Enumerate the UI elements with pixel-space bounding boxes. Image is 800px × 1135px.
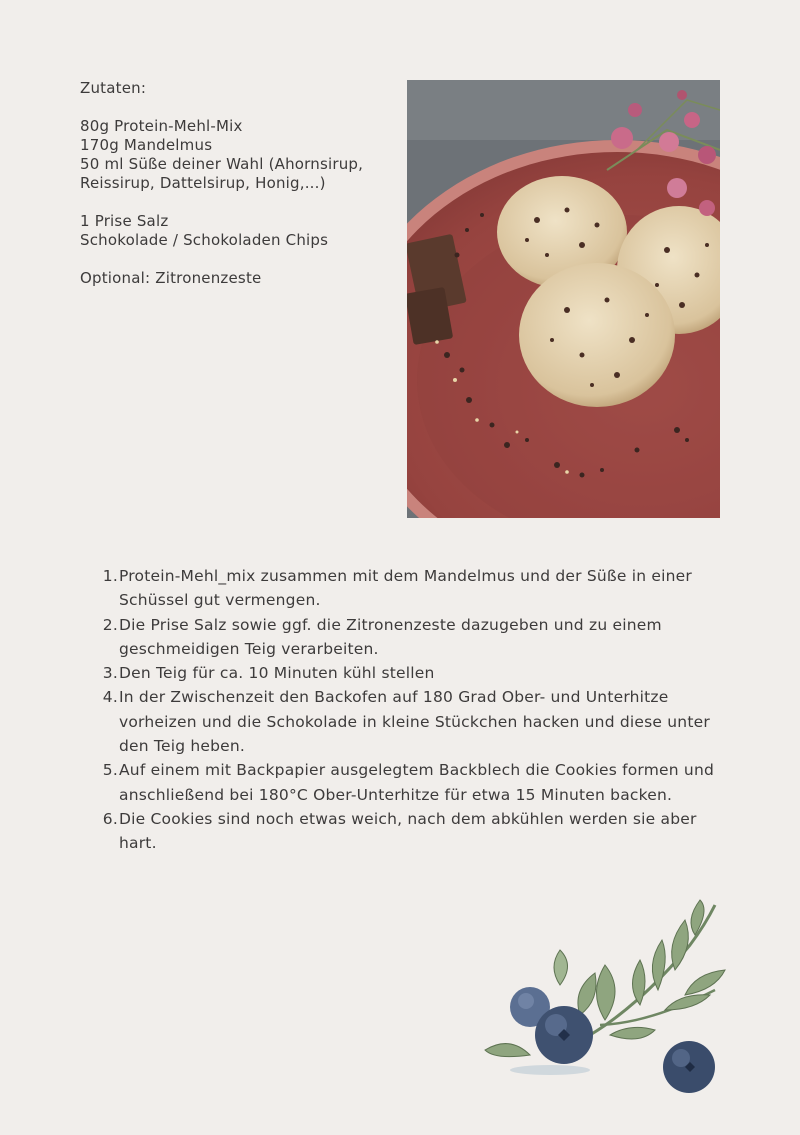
step-text: Auf einem mit Backpapier ausgelegtem Backblech die Cookies formen und anschließend bei 180°C Ober-Unterhitze für etwa 15 Minuten backen. [119, 761, 715, 804]
ingredient-line: Reissirup, Dattelsirup, Honig,...) [80, 174, 326, 192]
instruction-step [100, 758, 730, 807]
ingredient-line: 1 Prise Salz [80, 212, 169, 230]
step-number: 6. [102, 809, 118, 828]
ingredient-line [80, 250, 410, 269]
ingredients-heading: Zutaten: [80, 79, 147, 97]
instruction-step [100, 685, 730, 758]
blueberry-branch-icon [480, 895, 730, 1095]
ingredient-line: Schokolade / Schokoladen Chips [80, 231, 329, 249]
step-text: Die Prise Salz sowie ggf. die Zitronenzeste dazugeben und zu einem geschmeidigen Teig verarbeiten. [119, 615, 662, 658]
step-number: 3. [102, 664, 118, 683]
step-number: 1. [102, 567, 118, 585]
step-text: Die Cookies sind noch etwas weich, nach dem abkühlen werden sie aber hart. [119, 809, 697, 853]
ingredient-line: 50 ml Süße deiner Wahl (Ahornsirup, [80, 155, 364, 173]
ingredient-line: 170g Mandelmus [80, 136, 213, 154]
step-text: Protein-Mehl_mix zusammen mit dem Mandelmus und der Süße in einer Schüssel gut vermengen. [119, 567, 692, 610]
step-number: 2. [102, 615, 118, 634]
instructions-list [100, 564, 730, 856]
ingredient-line: Optional: Zitronenzeste [80, 269, 262, 287]
instruction-step [100, 613, 730, 662]
step-number: 4. [102, 688, 118, 707]
step-text: Den Teig für ca. 10 Minuten kühl stellen [119, 664, 435, 683]
step-text: In der Zwischenzeit den Backofen auf 180 Grad Ober- und Unterhitze vorheizen und die Schokolade in kleine Stückchen hacken und diese unter den Teig heben. [119, 688, 710, 756]
cookies-photo [407, 80, 720, 518]
cookies-photo-drawing [407, 80, 720, 518]
ingredients-section [80, 79, 410, 288]
instruction-step [100, 807, 730, 856]
instruction-step [100, 564, 730, 613]
step-number: 5. [102, 761, 118, 780]
ingredient-line [80, 193, 410, 212]
instruction-step [100, 661, 730, 685]
ingredient-line: 80g Protein-Mehl-Mix [80, 117, 243, 135]
blueberry-illustration [480, 895, 730, 1095]
